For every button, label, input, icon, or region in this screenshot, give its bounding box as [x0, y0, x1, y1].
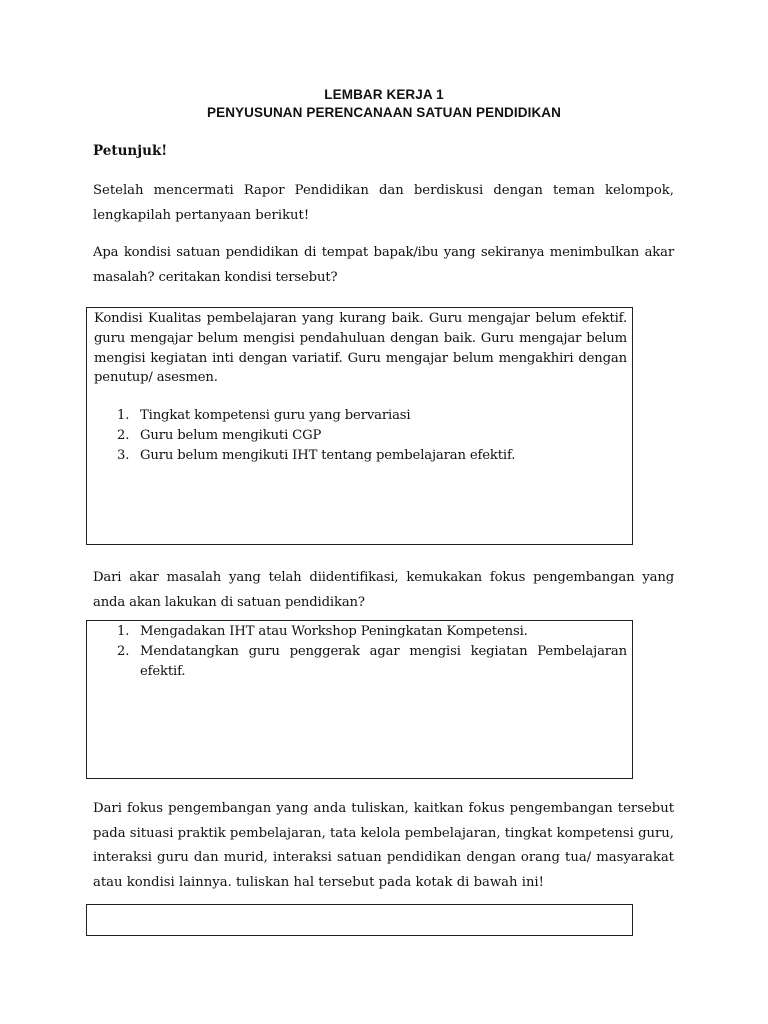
answer-2-list [94, 622, 627, 681]
list-item: 2. Guru belum mengikuti CGP [117, 427, 322, 443]
question-2: Dari akar masalah yang telah diidentifikasi, kemukakan fokus pengembangan yang anda akan lakukan di satuan pendidikan? [93, 570, 674, 610]
instructions-label: Petunjuk! [93, 143, 168, 159]
answer-1-paragraph: Kondisi Kualitas pembelajaran yang kurang baik. Guru mengajar belum efektif. guru mengajar belum mengisi pendahuluan dengan baik. Guru mengajar belum mengisi kegiatan inti dengan variatif. Guru mengajar belum mengakhiri dengan penutup/ asesmen. [94, 311, 627, 386]
worksheet-subtitle: PENYUSUNAN PERENCANAAN SATUAN PENDIDIKAN [206, 105, 562, 120]
answer-1-list [94, 406, 627, 465]
answer-box-3[interactable] [86, 904, 633, 936]
intro-text: Setelah mencermati Rapor Pendidikan dan berdiskusi dengan teman kelompok, lengkapilah pertanyaan berikut! [93, 183, 674, 223]
answer-box-2[interactable] [86, 620, 633, 779]
answer-box-1[interactable] [86, 307, 633, 545]
list-item: 1. Tingkat kompetensi guru yang bervariasi [117, 408, 411, 423]
question-3: Dari fokus pengembangan yang anda tuliskan, kaitkan fokus pengembangan tersebut pada situasi praktik pembelajaran, tata kelola pembelajaran, tingkat kompetensi guru, interaksi guru dan murid, interaksi satuan pendidikan dengan orang tua/ masyarakat atau kondisi lainnya. tuliskan hal tersebut pada kotak di bawah ini! [93, 801, 674, 890]
question-1: Apa kondisi satuan pendidikan di tempat bapak/ibu yang sekiranya menimbulkan akar masalah? ceritakan kondisi tersebut? [93, 245, 674, 285]
list-item: 2. Mendatangkan guru penggerak agar mengisi kegiatan Pembelajaran efektif. [117, 643, 627, 679]
worksheet-title: LEMBAR KERJA 1 [324, 87, 444, 102]
list-item: 1. Mengadakan IHT atau Workshop Peningkatan Kompetensi. [117, 624, 528, 639]
list-item: 3. Guru belum mengikuti IHT tentang pembelajaran efektif. [117, 447, 516, 463]
